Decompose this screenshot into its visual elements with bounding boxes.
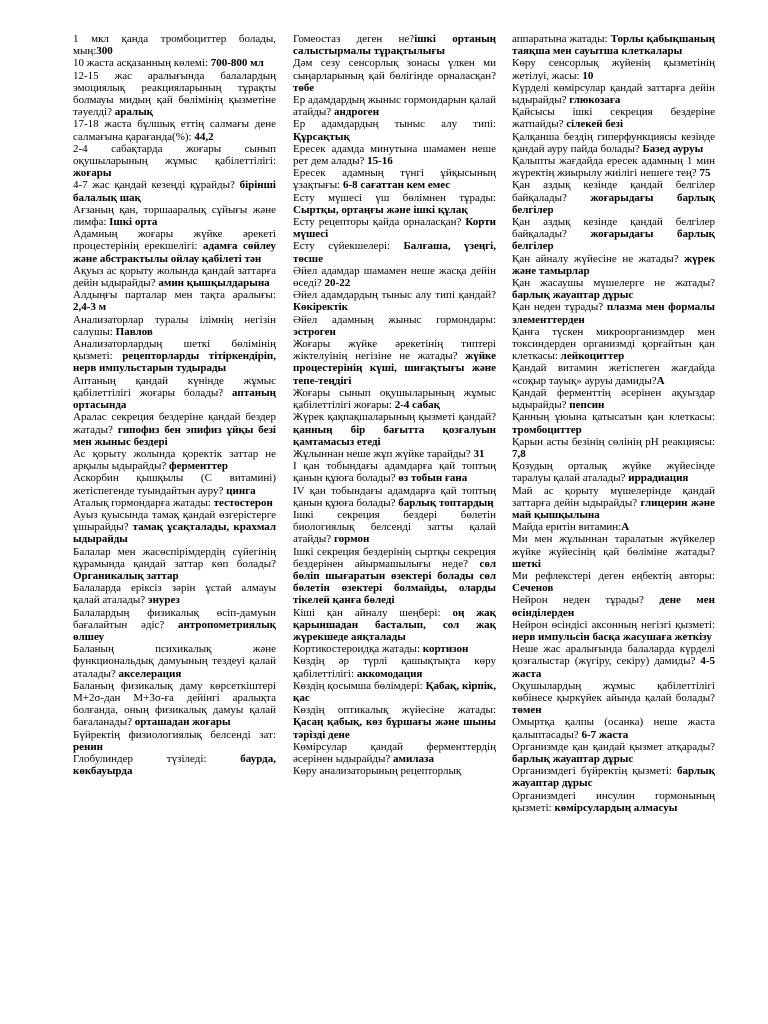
answer-text: кортизон [422,643,469,656]
qa-entry [512,485,715,522]
answer-text: Көкіректік [293,301,349,314]
qa-entry [512,277,715,301]
question-text: Күрделі көмірсулар қандай заттарға дейін ыдырайды? [512,81,715,107]
answer-text: оң жақ қарыншадан басталып, сол жақ жүрекшеде аяқталады [293,606,497,643]
answer-text: барлық топтардың [398,496,494,509]
question-text: Қан аздық кезінде қандай белгілер байқалады? [512,179,715,204]
qa-entry [293,265,496,289]
answer-text: сілекей безі [566,118,624,131]
answer-text: цинга [226,484,256,497]
question-text: 17-18 жаста бұлшық еттің салмағы дене салмағына қарағанда(%): [73,118,276,143]
qa-entry [512,216,715,253]
question-text: Әйел адамның жыныс гормондары: [293,313,496,326]
qa-entry [293,167,496,191]
answer-text: рецепторларды тітіркендіріп, нерв импульстарын тудырады [73,350,276,375]
question-text: Есту рецепторы қайда орналасқан? [293,216,466,229]
answer-text: 6-7 жаста [581,728,629,741]
qa-entry [293,338,496,387]
text-column-2 [293,33,496,777]
question-text: Қалыпты жағдайда ересек адамның 1 мин жүректің жиырылу жиілігі нешеге тең? [512,155,715,180]
question-text: Қан жасаушы мүшелерге не жатады? [512,277,715,290]
question-text: Ішкі секреция бездері бөлетін биологиялық белсенді затты қалай атайды? [293,508,496,546]
question-text: Неше жас аралығында балаларда күрделі қозғалыстар (жүгіру, секіру) дамиды? [512,643,715,668]
answer-text: пепсин [569,399,605,412]
answer-text: сөл бөліп шығаратын өзектері болады сөл бөлетін өзектері болмайды, оларды тікелей қанға бөледі [293,557,496,607]
qa-entry [73,33,276,57]
qa-entry [512,301,715,325]
answer-text: глицерин және май қышқылына [512,496,715,521]
question-text: Кортикостероидқа жатады: [293,643,423,656]
answer-text: шеткі [512,557,541,570]
answer-text: барлық жауаптар дұрыс [512,765,715,790]
question-text: Әйел адамдардың тыныс алу типі қандай? [293,289,496,302]
qa-entry [73,143,276,180]
question-text: Ми мен жұлыннан таралатын жүйкелер жүйке жүйесінің қай бөліміне жатады? [512,533,715,558]
qa-entry [73,680,276,729]
answer-text: ферменттер [169,460,228,473]
qa-entry [73,265,276,289]
answer-text: барлық жауаптар дұрыс [512,752,634,765]
qa-entry [73,753,276,777]
question-text: Қан неден тұрады? [512,301,607,314]
answer-text: иррадиация [628,472,689,485]
answer-text: Қасаң қабық, көз бұршағы және шыны тәрізді дене [293,716,496,741]
qa-entry [73,289,276,313]
qa-entry [512,131,715,155]
qa-entry [512,680,715,717]
answer-text: 7,8 [512,447,526,460]
qa-entry [73,497,276,509]
qa-entry [73,411,276,448]
question-text: Май ас қорыту мүшелерінде қандай заттарға дейін ыдырайды? [512,484,715,509]
question-text: Ер адамдардың тыныс алу типі: [293,118,496,131]
qa-entry [73,643,276,680]
qa-entry [73,57,276,69]
qa-entry [512,82,715,106]
question-text: Ер адамдардың жыныс гормондарын қалай атайды? [293,94,496,119]
question-text: Көру сенсорлық жүйенің қызметінің жетілуі, жасы: [512,57,715,82]
question-text: Қанның ұюына қатысатын қан клеткасы: [512,411,715,424]
question-text: Көздің әр түрлі қашықтықта көру қабілеттілігі: [293,655,496,680]
answer-text: лейкоциттер [560,350,625,363]
question-text: Ішкі секреция бездерінің сыртқы секреция бездерінен айырмашылығы неде? [293,545,496,570]
question-text: Жұлыннан неше жұп жүйке тарайды? [293,447,474,460]
text-column-1 [73,33,276,777]
qa-entry [293,704,496,741]
qa-entry [293,387,496,411]
answer-text: 75 [699,167,711,180]
qa-entry [73,472,276,496]
qa-entry [293,118,496,142]
qa-entry [293,643,496,655]
answer-text: Балғаша, үзеңгі, төсше [293,240,496,265]
question-text: Аптаның қандай күнінде жұмыс қабілеттілігі жоғары болады? [73,374,276,399]
answer-text: Торлы қабықшаның таяқша мен сауытша клеткалары [512,33,716,58]
question-text: ІV қан тобындағы адамдарға қай топтың қанын құюға болады? [293,484,496,509]
answer-text: 44,2 [194,130,214,143]
question-text: аппаратына жатады: [512,33,611,45]
qa-entry [512,253,715,277]
qa-entry [512,594,715,618]
answer-text: Сыртқы, ортаңғы және ішкі құлақ [293,203,468,216]
answer-text: жоғары [73,167,112,180]
answer-text: Қабақ, кірпік, қас [293,679,496,704]
qa-entry [73,118,276,142]
question-text: Оқушылардың жұмыс қабілеттілігі көбінесе қыркүйек айында қалай болады? [512,679,715,704]
question-text: Организмдегі инсулин гормонының қызметі: [512,789,715,814]
question-text: Қан аздық кезінде қандай белгілер байқалады? [512,216,715,241]
question-text: Нейрон неден тұрады? [512,594,660,607]
question-text: 10 жаста асқазанның көлемі: [73,57,211,70]
question-text: Қандай витамин жетіспеген жағдайда «соқыр тауық» ауруы дамиды? [512,362,715,387]
answer-text: дене мен өсінділерден [512,594,715,619]
answer-text: акселерация [118,667,182,680]
question-text: 2-4 сабақтарда жоғары сынып оқушыларының жұмыс қабілеттілігі: [73,142,276,168]
answer-text: Сеченов [512,582,554,595]
question-text: Қанға түскен микроорганизмдер мен токсиндерден организмді қорғайтын қан клеткасы: [512,325,715,363]
answer-text: 4-5 жаста [512,655,715,680]
question-text: Гомеостаз деген не? [293,33,415,45]
answer-text: аралық [114,106,154,119]
qa-entry [73,70,276,119]
answer-text: эстроген [293,325,336,338]
qa-entry [73,448,276,472]
question-text: Аскорбин қышқылы (С витамині) жетіспегенде туындайтын ауру? [73,472,276,497]
answer-text: 15-16 [367,155,393,168]
question-text: Жүрек қақпақшаларының қызметі қандай? [293,411,496,424]
qa-entry [293,741,496,765]
question-text: Анализаторлардың шеткі бөлімінің қызметі: [73,338,276,363]
question-text: Адамның жоғары жүйке әрекеті процестерінің ерекшелігі: [73,228,276,253]
answer-text: А [656,374,665,387]
answer-text: энурез [147,594,180,607]
question-text: Глобулиндер түзіледі: [73,752,241,765]
question-text: Алдыңғы парталар мен тақта аралығы: [73,289,276,302]
qa-entry [293,509,496,546]
qa-entry [512,643,715,680]
question-text: Ағзаның қан, торшааралық сұйығы және лимфа: [73,203,276,229]
answer-text: аптаның ортасында [73,386,276,412]
answer-text: жоғарыдағы барлық белгілер [512,228,715,253]
question-text: 1 мкл қанда тромбоциттер болады, мың: [73,33,276,58]
question-text: Баланың физикалық даму көрсеткіштері М+2σ-дан М+3σ-ға дейінгі аралықта болғанда, оның физикалық дамуы қалай бағаланады? [73,679,276,729]
qa-entry [293,411,496,448]
qa-entry [512,411,715,435]
qa-entry [512,436,715,460]
question-text: Көмірсулар қандай ферменттердің әсерінен ыдырайды? [293,740,496,765]
question-text: Ақуыз ас қорыту жолында қандай заттарға дейін ыдырайды? [73,264,276,290]
question-text: Ересек адамда минутына шамамен неше рет дем алады? [293,142,496,168]
answer-text: 31 [473,447,485,460]
question-text: Ауыз қуысында тамақ қандай өзгерістерге ұшырайды? [73,508,276,534]
qa-entry [512,570,715,594]
qa-entry [293,57,496,94]
answer-text: қанның бір бағытта қозғалуын қамтамасыз етеді [293,423,496,448]
qa-entry [512,741,715,765]
question-text: Нейрон өсіндісі аксонның негізгі қызметі: [512,618,715,631]
answer-text: тромбоциттер [512,423,582,436]
question-text: Есту сүйекшелері: [293,240,404,253]
qa-entry [293,33,496,57]
answer-text: 300 [96,45,113,58]
question-text: Көру анализаторының рецепторлық [293,765,462,778]
answer-text: Құрсақтық [293,130,350,143]
answer-text: 2-4 сабақ [394,399,440,412]
answer-text: Павлов [115,325,153,338]
question-text: Омыртқа қалпы (осанка) неше жаста қалыптасады? [512,716,715,741]
qa-entry [73,375,276,412]
qa-entry [293,94,496,118]
question-text: Анализаторлар туралы ілімнің негізін салушы: [73,313,276,338]
qa-entry [73,314,276,338]
qa-entry [512,33,715,57]
answer-text: антропометриялық өлшеу [73,618,276,643]
qa-entry [293,289,496,313]
qa-entry [73,204,276,228]
qa-entry [293,765,496,777]
answer-text: 10 [582,69,594,82]
qa-entry [512,155,715,179]
question-text: Қозудың орталық жүйке жүйесінде таралуы қалай аталады? [512,460,715,485]
qa-entry [293,485,496,509]
question-text: Дәм сезу сенсорлық зонасы үлкен ми сыңарларының қай бөлігінде орналасқан? [293,57,496,82]
qa-entry [512,362,715,386]
qa-entry [293,448,496,460]
answer-text: көмірсулардың алмасуы [554,801,678,814]
question-text: Есту мүшесі үш бөлімнен тұрады: [293,191,496,204]
qa-entry [512,179,715,216]
answer-text: ішкі ортаның салыстырмалы тұрақтылығы [293,33,497,58]
question-text: Жоғары жүйке әрекетінің типтері жіктелуінің негізіне не жатады? [293,338,496,363]
answer-text: 700-800 мл [210,57,264,70]
qa-entry [73,607,276,644]
answer-text: Ішкі орта [109,216,158,229]
question-text: Аталық гормондарға жатады: [73,496,214,509]
question-text: І қан тобындағы адамдарға қай топтың қанын құюға болады? [293,460,496,485]
question-text: 4-7 жас қандай кезеңді құрайды? [73,179,240,192]
qa-entry [512,387,715,411]
question-text: Қалқанша бездің гиперфункциясы кезінде қандай ауру пайда болады? [512,130,715,155]
answer-text: амин қышқылдарына [158,277,270,290]
qa-entry [73,546,276,583]
answer-text: 2,4-3 м [73,301,107,314]
answer-text: гормон [333,533,370,546]
answer-text: адамға сөйлеу және абстрактылы ойлау қабілеті тән [73,240,276,265]
answer-text: барлық жауаптар дұрыс [512,289,634,302]
question-text: Көздің қосымша бөлімдері: [293,679,426,692]
qa-entry [73,179,276,203]
qa-entry [73,582,276,606]
qa-entry [512,521,715,533]
qa-entry [73,228,276,265]
qa-entry [512,460,715,484]
answer-text: өз тобын ғана [398,472,468,485]
answer-text: нерв импульсін басқа жасушаға жеткізу [512,630,712,643]
answer-text: төмен [512,704,542,717]
answer-text: Органикалық заттар [73,569,179,582]
answer-text: амилаза [393,752,434,765]
question-text: Жоғары сынып оқушыларының жұмыс қабілеттілігі жоғары: [293,386,496,412]
answer-text: орташадан жоғары [134,716,231,729]
question-text: Балаларда еріксіз зәрін ұстай алмауы қалай аталады? [73,582,276,607]
question-text: Балалардың физикалық өсіп-дамуын бағалайтын әдіс? [73,606,276,631]
qa-entry [293,240,496,264]
answer-text: бірінші балалық шақ [73,179,276,204]
answer-text: Базед ауруы [642,142,704,155]
answer-text: жүйке процестерінің күші, шиғақтығы және тепе-теңдігі [293,350,496,387]
question-text: Балалар мен жасөспірімдердің сүйегінің құрамында қандай заттар көп болады? [73,545,276,570]
answer-text: гипофиз бен эпифиз ұйқы безі мен жыныс бездері [73,423,276,448]
question-text: 12-15 жас аралығында балалардың эмоциялық реакцияларының тұрақты болмауы мидың қай бөлімінің қызметіне тәуелді? [73,69,276,119]
answer-text: тестостерон [213,496,273,509]
question-text: Аралас секреция бездеріне қандай бездер жатады? [73,411,276,436]
qa-entry [512,619,715,643]
question-text: Қарын асты безінің сөлінің рН реакциясы: [512,435,715,448]
qa-entry [293,546,496,607]
qa-entry [512,326,715,363]
answer-text: жүрек және тамырлар [512,252,715,277]
question-text: Кіші қан айналу шеңбері: [293,606,453,619]
qa-entry [293,216,496,240]
qa-entry [512,106,715,130]
question-text: Қайсысы ішкі секреция бездеріне жатпайды? [512,106,715,131]
qa-entry [512,765,715,789]
qa-entry [73,729,276,753]
answer-text: А [621,521,630,534]
question-text: Қан айналу жүйесіне не жатады? [512,252,685,265]
question-text: Майда еритін витамин: [512,521,622,534]
answer-text: төбе [293,81,315,94]
qa-entry [293,314,496,338]
answer-text: ренин [73,740,104,753]
qa-entry [293,607,496,644]
question-text: Организмдегі бүйректің қызметі: [512,765,678,778]
qa-entry [73,509,276,546]
qa-entry [293,655,496,679]
answer-text: аккомодация [356,667,423,680]
question-text: Ми рефлекстері деген еңбектің авторы: [512,569,715,582]
question-text: Ересек адамның түнгі ұйқысының ұзақтығы: [293,167,496,192]
qa-entry [512,716,715,740]
qa-entry [293,460,496,484]
qa-entry [293,143,496,167]
answer-text: баурда, көкбауырда [73,752,276,778]
answer-text: Корти мүшесі [293,216,496,241]
answer-text: 6-8 сағаттан кем емес [342,179,451,192]
answer-text: глюкозаға [569,94,621,107]
text-column-3 [512,33,715,814]
qa-entry [293,192,496,216]
qa-entry [73,338,276,375]
question-text: Бүйректің физиологиялық белсенді зат: [73,728,276,741]
qa-entry [293,680,496,704]
question-text: Көздің оптикалық жүйесіне жатады: [293,704,496,717]
question-text: Баланың психикалық және функциональдық дамуының тездеуі қалай аталады? [73,643,276,680]
answer-text: тамақ ұсақталады, крахмал ыдырайды [73,521,277,546]
answer-text: плазма мен формалы элементтерден [512,301,715,326]
qa-entry [512,533,715,570]
question-text: Әйел адамдар шамамен неше жасқа дейін өседі? [293,264,496,290]
answer-text: 20-22 [324,277,351,290]
question-text: Организмде қан қандай қызмет атқарады? [512,740,715,753]
answer-text: андроген [333,106,380,119]
qa-entry [512,790,715,814]
question-text: Ас қорыту жолында қоректік заттар не арқылы ыдырайды? [73,447,276,473]
answer-text: жоғарыдағы барлық белгілер [512,191,715,216]
qa-entry [512,57,715,81]
question-text: Қандай ферменттің әсерінен ақуыздар ыдырайды? [512,386,715,412]
